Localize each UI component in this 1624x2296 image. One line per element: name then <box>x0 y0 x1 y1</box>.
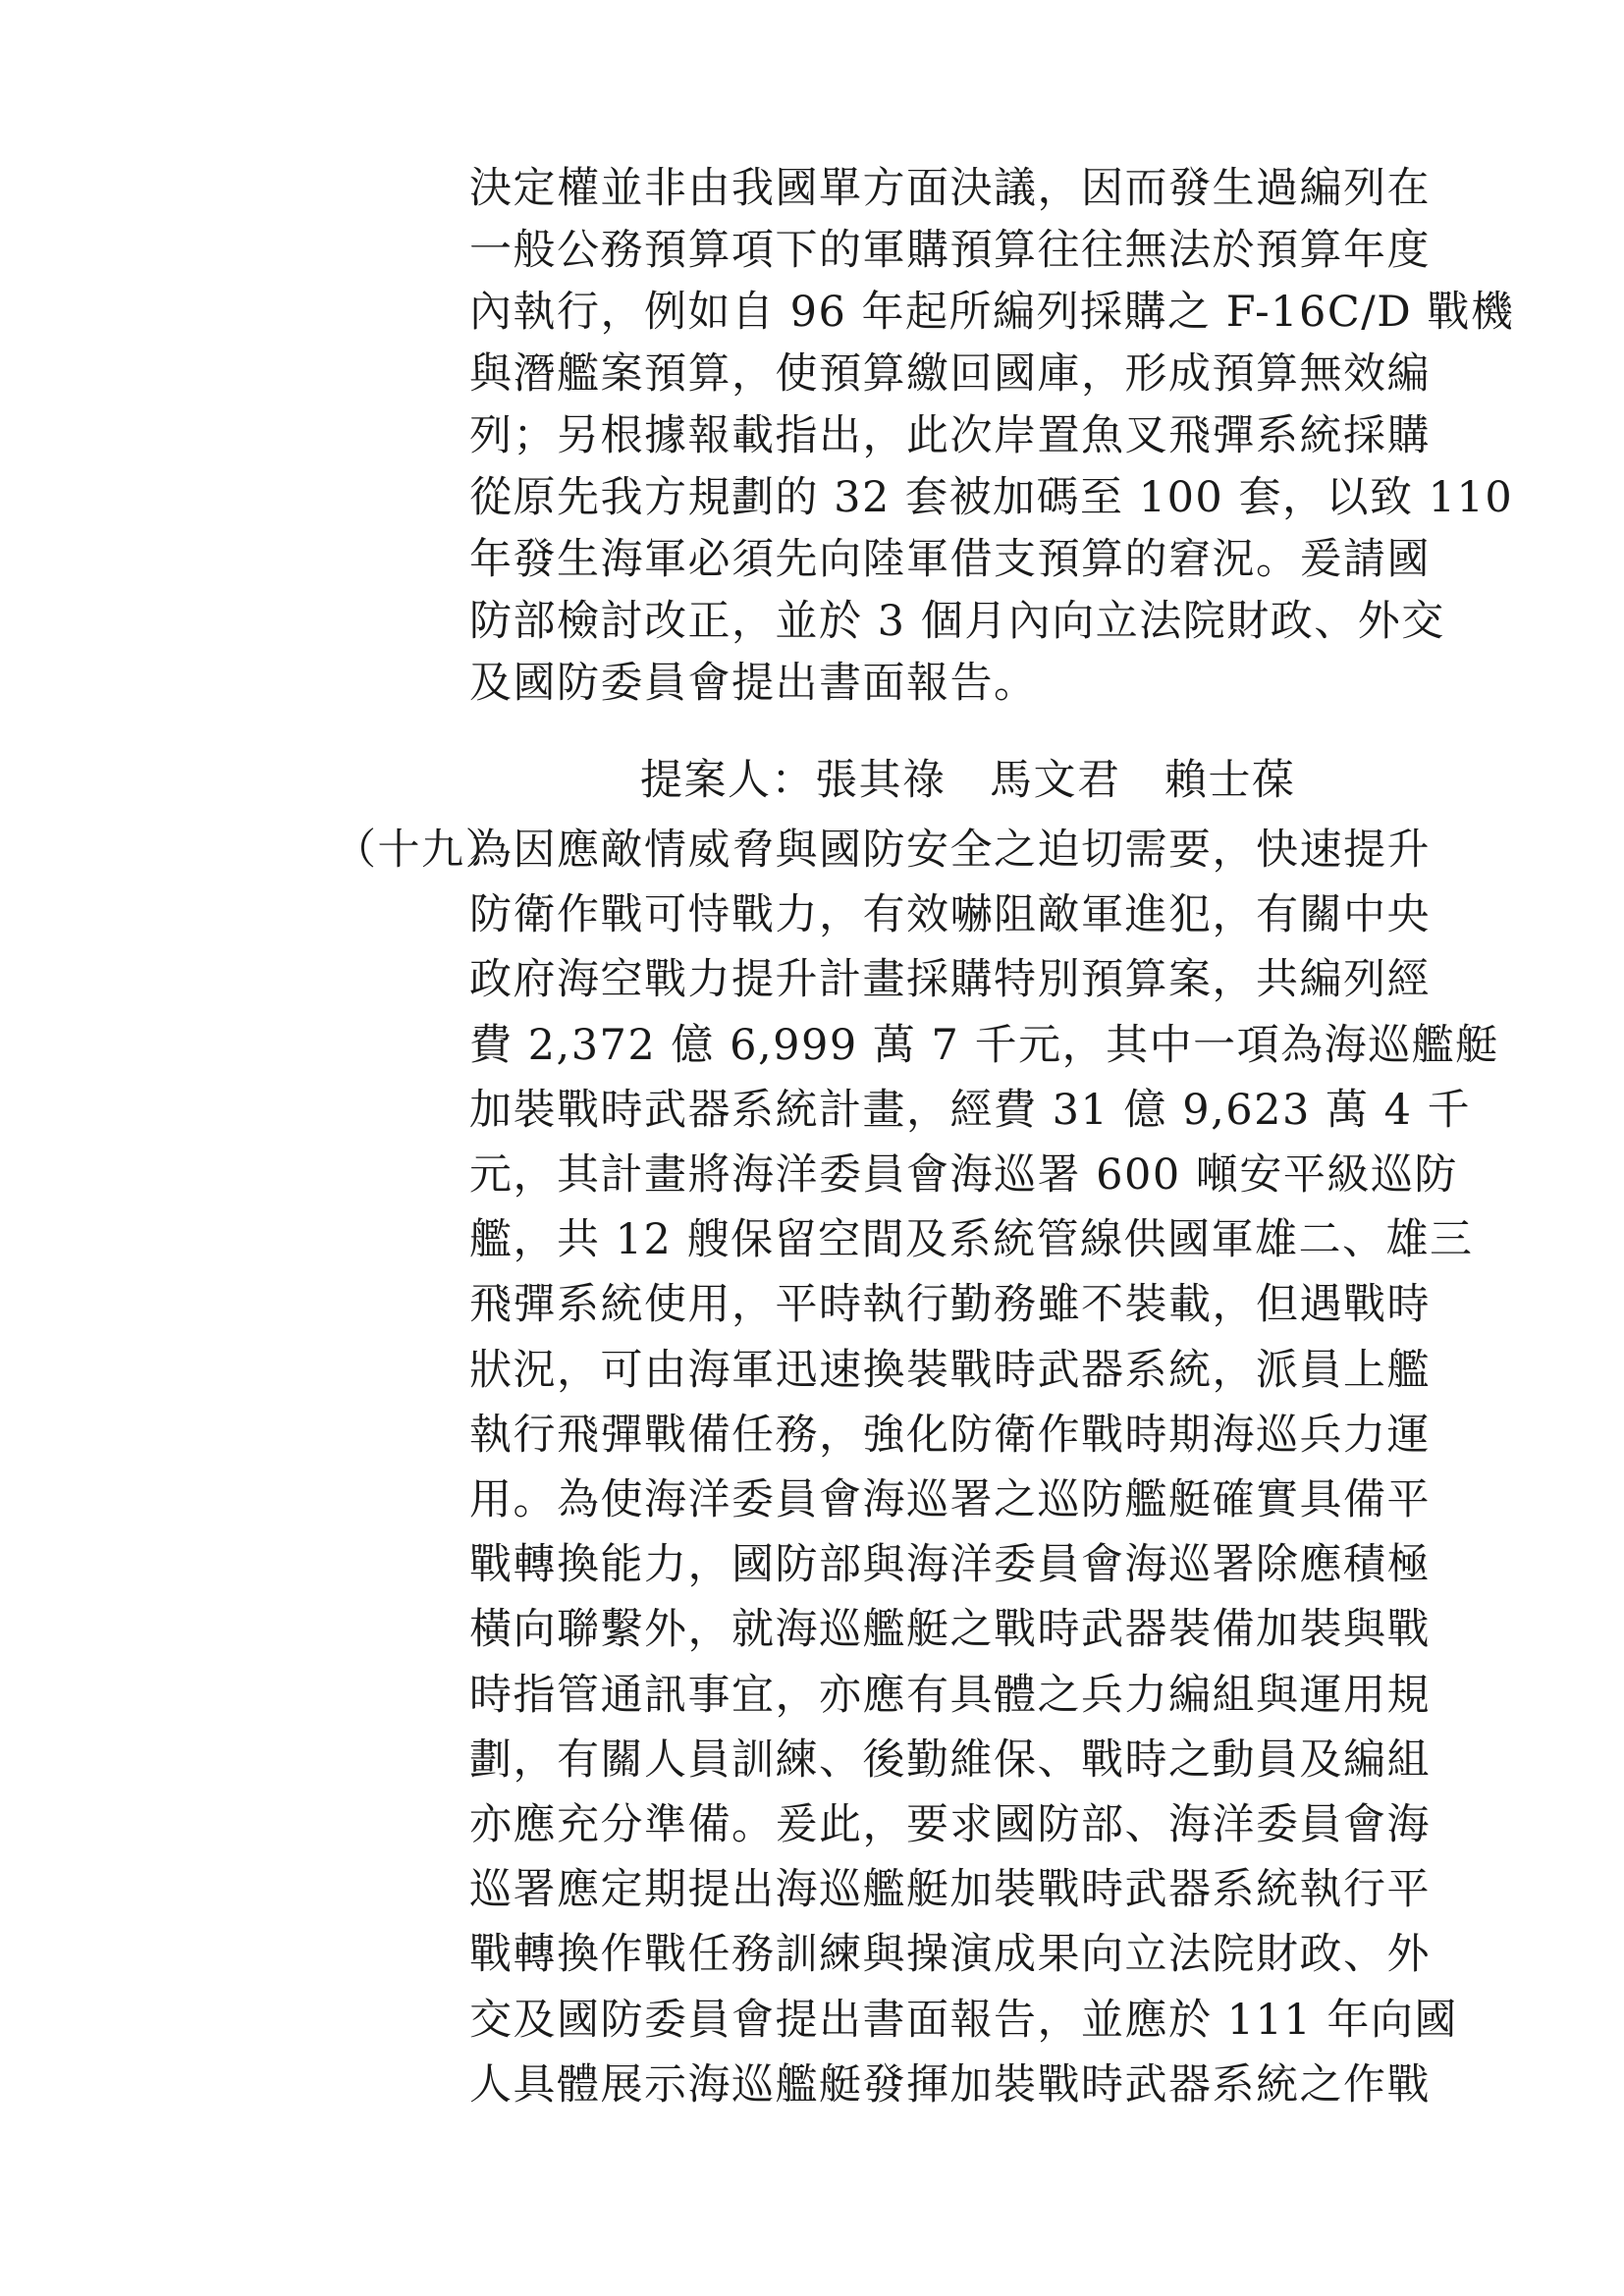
text-line: 飛彈系統使用，平時執行勤務雖不裝載，但遇戰時 <box>469 1280 1431 1330</box>
text-line: 橫向聯繫外，就海巡艦艇之戰時武器裝備加裝與戰 <box>469 1605 1431 1655</box>
text-line: 艦，共 12 艘保留空間及系統管線供國軍雄二、雄三 <box>469 1215 1474 1265</box>
text-line: 一般公務預算項下的軍購預算往往無法於預算年度 <box>469 226 1431 275</box>
text-line: 從原先我方規劃的 32 套被加碼至 100 套，以致 110 <box>469 473 1514 522</box>
item-label-19: （十九） <box>334 826 509 875</box>
proposer-line: 提案人：張其祿 馬文君 賴士葆 <box>640 756 1296 805</box>
text-line: 為因應敵情威脅與國防安全之迫切需要，快速提升 <box>469 826 1431 875</box>
text-line: 防部檢討改正，並於 3 個月內向立法院財政、外交 <box>469 597 1445 646</box>
text-line: 內執行，例如自 96 年起所編列採購之 F-16C/D 戰機 <box>469 288 1515 337</box>
text-line: 交及國防委員會提出書面報告，並應於 111 年向國 <box>469 1995 1458 2045</box>
text-line: 政府海空戰力提升計畫採購特別預算案，共編列經 <box>469 955 1431 1005</box>
text-line: 人具體展示海巡艦艇發揮加裝戰時武器系統之作戰 <box>469 2059 1431 2109</box>
text-line: 年發生海軍必須先向陸軍借支預算的窘況。爰請國 <box>469 535 1431 584</box>
text-line: 時指管通訊事宜，亦應有具體之兵力編組與運用規 <box>469 1670 1431 1720</box>
text-line: 列；另根據報載指出，此次岸置魚叉飛彈系統採購 <box>469 411 1431 460</box>
text-line: 戰轉換能力，國防部與海洋委員會海巡署除應積極 <box>469 1540 1431 1590</box>
text-line: 元，其計畫將海洋委員會海巡署 600 噸安平級巡防 <box>469 1150 1458 1200</box>
text-line: 防衛作戰可恃戰力，有效嚇阻敵軍進犯，有關中央 <box>469 890 1431 940</box>
text-line: 與潛艦案預算，使預算繳回國庫，形成預算無效編 <box>469 349 1431 399</box>
text-line: 劃，有關人員訓練、後勤維保、戰時之動員及編組 <box>469 1735 1431 1785</box>
text-line: 及國防委員會提出書面報告。 <box>469 659 1038 708</box>
text-line: 執行飛彈戰備任務，強化防衛作戰時期海巡兵力運 <box>469 1410 1431 1460</box>
text-line: 加裝戰時武器系統計畫，經費 31 億 9,623 萬 4 千 <box>469 1085 1472 1135</box>
text-line: 巡署應定期提出海巡艦艇加裝戰時武器系統執行平 <box>469 1865 1431 1915</box>
text-line: 決定權並非由我國單方面決議，因而發生過編列在 <box>469 164 1431 213</box>
text-line: 狀況，可由海軍迅速換裝戰時武器系統，派員上艦 <box>469 1345 1431 1395</box>
text-line: 費 2,372 億 6,999 萬 7 千元，其中一項為海巡艦艇 <box>469 1020 1499 1070</box>
text-line: 亦應充分準備。爰此，要求國防部、海洋委員會海 <box>469 1800 1431 1849</box>
text-line: 戰轉換作戰任務訓練與操演成果向立法院財政、外 <box>469 1930 1431 1980</box>
text-line: 用。為使海洋委員會海巡署之巡防艦艇確實具備平 <box>469 1475 1431 1524</box>
